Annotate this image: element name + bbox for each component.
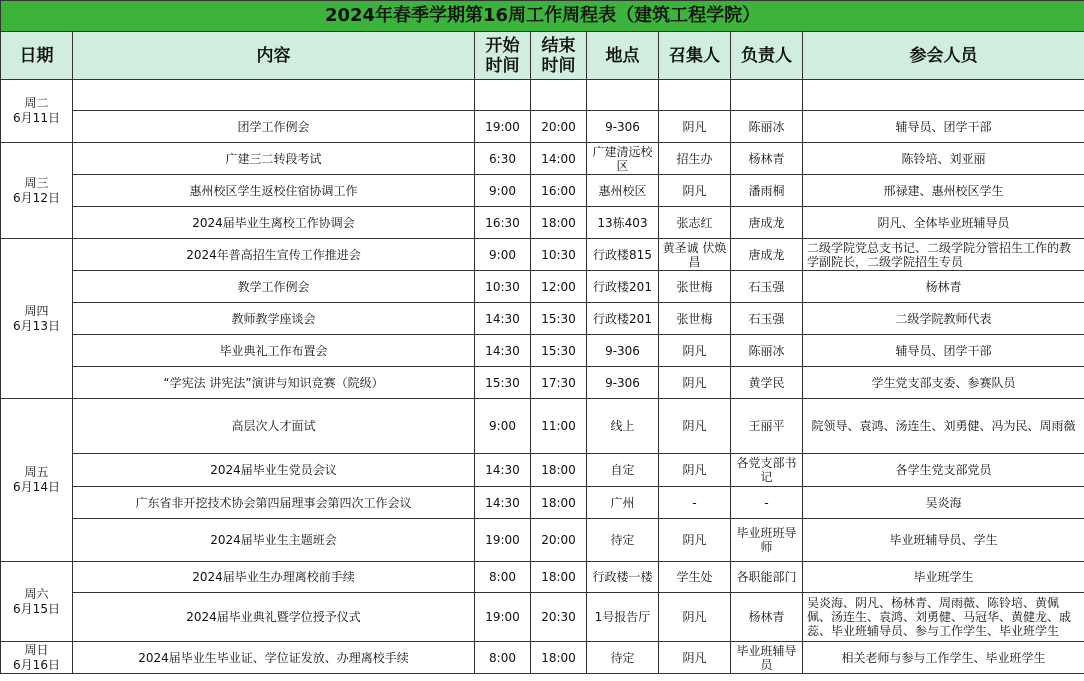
place-cell: 1号报告厅	[587, 593, 659, 642]
owner-cell: 石玉强	[731, 271, 803, 303]
attendees-cell: 二级学院党总支书记、二级学院分管招生工作的教学副院长，二级学院招生专员	[803, 239, 1084, 271]
start-time-cell: 19:00	[475, 593, 531, 642]
attendees-cell: 各学生党支部党员	[803, 454, 1084, 487]
end-time-cell: 11:00	[531, 399, 587, 454]
owner-cell: 陈丽冰	[731, 335, 803, 367]
owner-cell: 唐成龙	[731, 207, 803, 239]
owner-cell: 黄学民	[731, 367, 803, 399]
table-row	[1, 454, 1084, 487]
attendees-cell: 阴凡、全体毕业班辅导员	[803, 207, 1084, 239]
attendees-cell: 毕业班学生	[803, 562, 1084, 593]
end-time-cell: 15:30	[531, 335, 587, 367]
table-row	[1, 80, 1084, 111]
owner-cell: 各党支部书记	[731, 454, 803, 487]
end-time-cell: 12:00	[531, 271, 587, 303]
attendees-cell: 吴炎海、阴凡、杨林青、周雨薇、陈铃培、黄佩佩、汤连生、袁鸿、刘勇健、马冠华、黄健龙、戚蕊、毕业班辅导员、参与工作学生、毕业班学生	[803, 593, 1084, 642]
attendees-cell: 杨林青	[803, 271, 1084, 303]
table-row	[1, 519, 1084, 562]
owner-cell: 王丽平	[731, 399, 803, 454]
attendees-cell: 陈铃培、刘亚丽	[803, 143, 1084, 175]
content-cell: 2024届毕业生毕业证、学位证发放、办理离校手续	[73, 642, 475, 674]
owner-cell: 杨林青	[731, 143, 803, 175]
content-cell: 2024年普高招生宣传工作推进会	[73, 239, 475, 271]
table-row	[1, 562, 1084, 593]
start-time-cell: 14:30	[475, 303, 531, 335]
owner-cell: 毕业班班导师	[731, 519, 803, 562]
end-time-cell: 18:00	[531, 642, 587, 674]
col-header-end: 结束 时间	[531, 32, 587, 80]
convener-cell: 张世梅	[659, 303, 731, 335]
table-row	[1, 239, 1084, 271]
table-row	[1, 207, 1084, 239]
content-cell: “学宪法 讲宪法”演讲与知识竞赛（院级）	[73, 367, 475, 399]
start-time-cell: 14:30	[475, 335, 531, 367]
end-time-cell: 14:00	[531, 143, 587, 175]
place-cell	[587, 80, 659, 111]
attendees-cell: 辅导员、团学干部	[803, 335, 1084, 367]
attendees-cell: 吴炎海	[803, 487, 1084, 519]
content-cell: 毕业典礼工作布置会	[73, 335, 475, 367]
table-row	[1, 642, 1084, 674]
start-time-cell: 9:00	[475, 175, 531, 207]
end-time-cell: 18:00	[531, 562, 587, 593]
attendees-cell: 邢禄建、惠州校区学生	[803, 175, 1084, 207]
owner-cell: 唐成龙	[731, 239, 803, 271]
convener-cell: 招生办	[659, 143, 731, 175]
start-time-cell	[475, 80, 531, 111]
convener-cell: 阴凡	[659, 111, 731, 143]
end-time-cell: 18:00	[531, 207, 587, 239]
owner-cell: 毕业班辅导员	[731, 642, 803, 674]
owner-cell: 石玉强	[731, 303, 803, 335]
col-header-start: 开始 时间	[475, 32, 531, 80]
table-row	[1, 143, 1084, 175]
end-time-cell: 10:30	[531, 239, 587, 271]
page-title: 2024年春季学期第16周工作周程表（建筑工程学院）	[1, 1, 1084, 32]
content-cell: 2024届毕业生办理离校前手续	[73, 562, 475, 593]
day-cell	[1, 143, 73, 239]
place-cell: 广建清远校区	[587, 143, 659, 175]
convener-cell	[659, 80, 731, 111]
place-cell: 9-306	[587, 111, 659, 143]
convener-cell: 阴凡	[659, 454, 731, 487]
col-header-content: 内容	[73, 32, 475, 80]
end-time-cell: 20:00	[531, 519, 587, 562]
owner-cell: 各职能部门	[731, 562, 803, 593]
place-cell: 行政楼一楼	[587, 562, 659, 593]
convener-cell: 黄圣诚 伏焕昌	[659, 239, 731, 271]
day-cell	[1, 399, 73, 562]
content-cell: 2024届毕业生主题班会	[73, 519, 475, 562]
start-time-cell: 10:30	[475, 271, 531, 303]
date-label: 6月16日	[13, 657, 60, 672]
table-row	[1, 593, 1084, 642]
start-time-cell: 6:30	[475, 143, 531, 175]
convener-cell: 张志红	[659, 207, 731, 239]
place-cell: 行政楼815	[587, 239, 659, 271]
content-cell: 广东省非开挖技术协会第四届理事会第四次工作会议	[73, 487, 475, 519]
day-cell	[1, 80, 73, 143]
attendees-cell: 学生党支部支委、参赛队员	[803, 367, 1084, 399]
content-cell: 惠州校区学生返校住宿协调工作	[73, 175, 475, 207]
date-label: 6月12日	[13, 190, 60, 205]
start-time-cell: 19:00	[475, 519, 531, 562]
day-cell	[1, 642, 73, 674]
place-cell: 惠州校区	[587, 175, 659, 207]
convener-cell: 阴凡	[659, 175, 731, 207]
date-label: 6月15日	[13, 601, 60, 616]
table-row	[1, 335, 1084, 367]
convener-cell: 阴凡	[659, 399, 731, 454]
place-cell: 自定	[587, 454, 659, 487]
col-header-attendees: 参会人员	[803, 32, 1084, 80]
end-time-cell: 20:30	[531, 593, 587, 642]
table-row	[1, 111, 1084, 143]
place-cell: 行政楼201	[587, 303, 659, 335]
col-header-convener: 召集人	[659, 32, 731, 80]
content-cell: 2024届毕业生党员会议	[73, 454, 475, 487]
attendees-cell: 毕业班辅导员、学生	[803, 519, 1084, 562]
place-cell: 待定	[587, 642, 659, 674]
start-time-cell: 15:30	[475, 367, 531, 399]
place-cell: 待定	[587, 519, 659, 562]
content-cell: 2024届毕业生离校工作协调会	[73, 207, 475, 239]
end-time-cell: 16:00	[531, 175, 587, 207]
weekday-label: 周三	[24, 175, 49, 190]
convener-cell: -	[659, 487, 731, 519]
day-cell	[1, 239, 73, 399]
table-row	[1, 399, 1084, 454]
end-time-cell: 20:00	[531, 111, 587, 143]
end-time-cell: 18:00	[531, 454, 587, 487]
content-cell: 教师教学座谈会	[73, 303, 475, 335]
table-row	[1, 487, 1084, 519]
table-row	[1, 175, 1084, 207]
convener-cell: 阴凡	[659, 519, 731, 562]
weekday-label: 周五	[24, 465, 49, 479]
convener-cell: 阴凡	[659, 593, 731, 642]
place-cell: 13栋403	[587, 207, 659, 239]
convener-cell: 阴凡	[659, 335, 731, 367]
end-time-cell	[531, 80, 587, 111]
attendees-cell: 二级学院教师代表	[803, 303, 1084, 335]
owner-cell: 杨林青	[731, 593, 803, 642]
day-cell	[1, 562, 73, 642]
weekday-label: 周四	[24, 303, 49, 318]
weekday-label: 周二	[24, 96, 49, 110]
owner-cell: 陈丽冰	[731, 111, 803, 143]
content-cell: 2024届毕业典礼暨学位授予仪式	[73, 593, 475, 642]
start-time-cell: 16:30	[475, 207, 531, 239]
table-row	[1, 303, 1084, 335]
header-row	[1, 32, 1084, 80]
attendees-cell: 相关老师与参与工作学生、毕业班学生	[803, 642, 1084, 674]
start-time-cell: 8:00	[475, 562, 531, 593]
convener-cell: 阴凡	[659, 642, 731, 674]
attendees-cell	[803, 80, 1084, 111]
owner-cell: -	[731, 487, 803, 519]
col-header-place: 地点	[587, 32, 659, 80]
date-label: 6月14日	[13, 480, 60, 494]
owner-cell	[731, 80, 803, 111]
col-header-owner: 负责人	[731, 32, 803, 80]
content-cell: 广建三二转段考试	[73, 143, 475, 175]
start-time-cell: 14:30	[475, 454, 531, 487]
convener-cell: 阴凡	[659, 367, 731, 399]
place-cell: 线上	[587, 399, 659, 454]
content-cell: 高层次人才面试	[73, 399, 475, 454]
convener-cell: 学生处	[659, 562, 731, 593]
date-label: 6月13日	[13, 318, 60, 333]
attendees-cell: 辅导员、团学干部	[803, 111, 1084, 143]
table-row	[1, 367, 1084, 399]
weekday-label: 周六	[24, 586, 49, 601]
content-cell: 教学工作例会	[73, 271, 475, 303]
place-cell: 9-306	[587, 367, 659, 399]
start-time-cell: 9:00	[475, 399, 531, 454]
title-row	[1, 1, 1084, 32]
date-label: 6月11日	[13, 111, 60, 125]
place-cell: 9-306	[587, 335, 659, 367]
start-time-cell: 14:30	[475, 487, 531, 519]
attendees-cell: 院领导、袁鸿、汤连生、刘勇健、冯为民、周雨薇	[803, 399, 1084, 454]
owner-cell: 潘雨桐	[731, 175, 803, 207]
end-time-cell: 15:30	[531, 303, 587, 335]
start-time-cell: 9:00	[475, 239, 531, 271]
convener-cell: 张世梅	[659, 271, 731, 303]
place-cell: 广州	[587, 487, 659, 519]
place-cell: 行政楼201	[587, 271, 659, 303]
start-time-cell: 19:00	[475, 111, 531, 143]
end-time-cell: 18:00	[531, 487, 587, 519]
table-row	[1, 271, 1084, 303]
end-time-cell: 17:30	[531, 367, 587, 399]
content-cell	[73, 80, 475, 111]
col-header-date: 日期	[1, 32, 73, 80]
content-cell: 团学工作例会	[73, 111, 475, 143]
weekday-label: 周日	[24, 642, 49, 657]
start-time-cell: 8:00	[475, 642, 531, 674]
